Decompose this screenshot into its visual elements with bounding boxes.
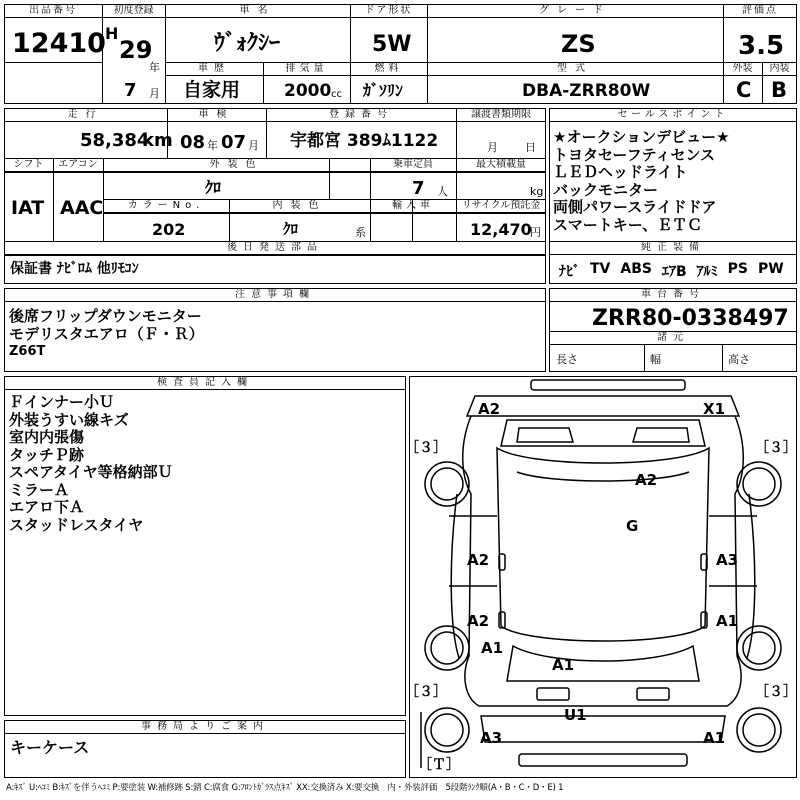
ext-color-label: 外装色 bbox=[103, 158, 370, 172]
recycle-label: リサイクル預託金 bbox=[456, 199, 546, 213]
inspection-label: 車検 bbox=[167, 108, 266, 122]
office-value: キーケース bbox=[10, 738, 90, 757]
equipment-item: ABS bbox=[620, 261, 652, 277]
spec-label: 諸元 bbox=[549, 331, 797, 345]
tire-label-spare: ［Ｔ］ bbox=[418, 757, 460, 773]
damage-mark: A2 bbox=[478, 400, 501, 418]
fuel: ｶﾞｿﾘﾝ bbox=[363, 81, 404, 100]
mileage: 58,384 bbox=[80, 130, 150, 151]
exterior-label: 外装 bbox=[723, 62, 762, 76]
tire-label-rear-right: ［３］ bbox=[755, 684, 797, 700]
damage-mark: A3 bbox=[716, 551, 739, 569]
parts-value: 保証書 ﾅﾋﾞﾛﾑ 他ﾘﾓｺﾝ bbox=[10, 261, 139, 277]
car-diagram bbox=[409, 376, 797, 778]
office-label: 事務局よりご案内 bbox=[4, 720, 406, 734]
grade-label: グレード bbox=[427, 4, 723, 18]
notes-lines bbox=[9, 308, 204, 361]
capacity-unit: 人 bbox=[437, 185, 448, 198]
tire-label-front-left: ［３］ bbox=[405, 440, 447, 456]
height-label: 高さ bbox=[728, 353, 750, 366]
interior-color: ｸﾛ bbox=[283, 220, 299, 238]
tire-label-rear-left: ［３］ bbox=[405, 684, 447, 700]
shift-label: シフト bbox=[4, 158, 53, 172]
inspector-line: スタッドレスタイヤ bbox=[9, 515, 144, 534]
color-no-label: カラーNo. bbox=[103, 199, 229, 213]
air-conditioner: AAC bbox=[60, 197, 104, 219]
damage-mark: G bbox=[626, 517, 639, 535]
history: 自家用 bbox=[183, 79, 241, 101]
equipment-list bbox=[559, 261, 784, 281]
equipment-item: ﾅﾋﾞ bbox=[559, 264, 580, 280]
first-reg-month: 7 bbox=[124, 80, 137, 101]
grade: ZS bbox=[561, 30, 596, 58]
sales-point: トヨタセーフティセンス bbox=[553, 145, 716, 164]
inspector-line: ミラーＡ bbox=[9, 480, 70, 499]
equipment-label: 純正装備 bbox=[549, 241, 797, 255]
shift: IAT bbox=[11, 197, 45, 219]
recycle-unit: 円 bbox=[530, 226, 541, 239]
month-unit: 月 bbox=[149, 87, 160, 100]
tire-label-front-right: ［３］ bbox=[755, 440, 797, 456]
displacement-label: 排気量 bbox=[263, 62, 350, 76]
inspection-year-unit: 年 bbox=[207, 139, 218, 152]
sales-point: バックモニター bbox=[553, 180, 659, 199]
inspector-label: 検査員記入欄 bbox=[4, 376, 406, 390]
length-label: 長さ bbox=[556, 353, 578, 366]
damage-mark: X1 bbox=[703, 400, 726, 418]
chassis-label: 車台番号 bbox=[549, 288, 797, 302]
parts-label: 後日発送部品 bbox=[4, 241, 546, 255]
damage-mark: A1 bbox=[703, 729, 726, 747]
transfer-day-unit: 日 bbox=[525, 141, 536, 154]
inspector-line: スペアタイヤ等格納部Ｕ bbox=[9, 463, 173, 481]
legend: A:ｷｽﾞ U:ﾍｺﾐ B:ｷｽﾞを伴うﾍｺﾐ P:要塗装 W:補修跡 S:錆 C:腐食 G:ﾌﾛﾝﾄｶﾞﾗｽ点ｷｽﾞ XX:交換済み X:要交換 内・外装評価 5段階ﾗﾝｸ順(A・B・C・D・E) 1 bbox=[6, 783, 564, 793]
door-type: 5W bbox=[372, 32, 412, 57]
exterior-color: ｸﾛ bbox=[205, 178, 222, 197]
inspection-month-unit: 月 bbox=[248, 139, 259, 152]
sales-point: ＬＥＤヘッドライト bbox=[553, 163, 688, 181]
equipment-item: PS bbox=[727, 261, 748, 277]
score-label: 評価点 bbox=[723, 4, 797, 18]
first-reg-label: 初度登録 bbox=[102, 4, 165, 18]
int-color-unit: 系 bbox=[355, 226, 366, 239]
reg-no-label: 登録番号 bbox=[266, 108, 456, 122]
inspector-line: Ｆインナー小Ｕ bbox=[9, 393, 115, 411]
sales-point: 両側パワースライドドア bbox=[553, 198, 717, 216]
mileage-label: 走行 bbox=[4, 108, 167, 122]
load-unit: kg bbox=[530, 185, 544, 198]
displacement-unit: cc bbox=[331, 89, 342, 100]
inspection-month: 07 bbox=[221, 132, 247, 153]
damage-mark: U1 bbox=[564, 706, 587, 724]
first-reg-year: 29 bbox=[119, 36, 153, 64]
damage-mark: A1 bbox=[552, 656, 575, 674]
damage-mark: A1 bbox=[481, 639, 504, 657]
damage-mark: A2 bbox=[467, 551, 490, 569]
ac-label: エアコン bbox=[53, 158, 103, 172]
model: DBA-ZRR80W bbox=[522, 81, 651, 101]
inspector-line: エアロ下Ａ bbox=[9, 498, 85, 516]
damage-mark: A3 bbox=[480, 729, 503, 747]
exterior-grade: C bbox=[736, 78, 752, 102]
lot-label: 出品番号 bbox=[4, 4, 102, 18]
note-line: Z66T bbox=[9, 344, 46, 359]
sales-points-label: セールスポイント bbox=[549, 108, 797, 122]
recycle-fee: 12,470 bbox=[470, 220, 532, 239]
equipment-item: ｱﾙﾐ bbox=[696, 264, 718, 280]
color-number: 202 bbox=[152, 220, 186, 239]
registration-number: 宇都宮 389ﾑ1122 bbox=[290, 131, 439, 151]
inspector-line: 室内内張傷 bbox=[9, 428, 85, 446]
mileage-unit: km bbox=[142, 130, 173, 151]
capacity: 7 bbox=[412, 178, 425, 199]
car-name-label: 車名 bbox=[165, 4, 350, 18]
inspection-year: 08 bbox=[180, 132, 206, 153]
inspector-line: タッチＰ跡 bbox=[9, 445, 85, 464]
note-line: モデリスタエアロ（Ｆ・Ｒ） bbox=[9, 324, 204, 343]
transfer-month-unit: 月 bbox=[487, 141, 498, 154]
score: 3.5 bbox=[738, 31, 785, 61]
capacity-label: 乗車定員 bbox=[370, 158, 456, 172]
width-label: 幅 bbox=[650, 353, 661, 366]
model-label: 型式 bbox=[427, 62, 723, 76]
displacement: 2000 bbox=[284, 81, 332, 101]
int-color-label: 内装色 bbox=[229, 199, 370, 213]
load-label: 最大積載量 bbox=[456, 158, 546, 172]
transfer-label: 譲渡書類期限 bbox=[456, 108, 546, 122]
notes-label: 注意事項欄 bbox=[4, 288, 546, 302]
inspector-line: 外装うすい線キズ bbox=[9, 410, 129, 429]
interior-grade: B bbox=[771, 78, 788, 102]
sales-points-list bbox=[553, 129, 730, 234]
inspector-lines bbox=[9, 394, 173, 534]
year-unit: 年 bbox=[149, 61, 160, 74]
equipment-item: PW bbox=[758, 261, 784, 277]
door-label: ドア形状 bbox=[350, 4, 427, 18]
damage-mark: A1 bbox=[716, 612, 739, 630]
damage-mark: A2 bbox=[635, 471, 658, 489]
sales-point: スマートキー、ＥＴＣ bbox=[553, 215, 703, 234]
note-line: 後席フリップダウンモニター bbox=[9, 307, 202, 325]
fuel-label: 燃料 bbox=[350, 62, 427, 76]
equipment-item: ｴｱB bbox=[661, 264, 687, 280]
damage-mark: A2 bbox=[467, 612, 490, 630]
interior-label: 内装 bbox=[762, 62, 797, 76]
era: H bbox=[105, 24, 119, 43]
equipment-item: TV bbox=[590, 261, 611, 277]
lot-number: 12410 bbox=[12, 28, 106, 59]
sales-point: ★オークションデビュー★ bbox=[553, 128, 730, 146]
history-label: 車歴 bbox=[165, 62, 263, 76]
chassis-number: ZRR80-0338497 bbox=[592, 306, 789, 331]
import-label: 輸入車 bbox=[370, 199, 456, 213]
car-name: ｳﾞｫｸｼｰ bbox=[214, 31, 281, 56]
